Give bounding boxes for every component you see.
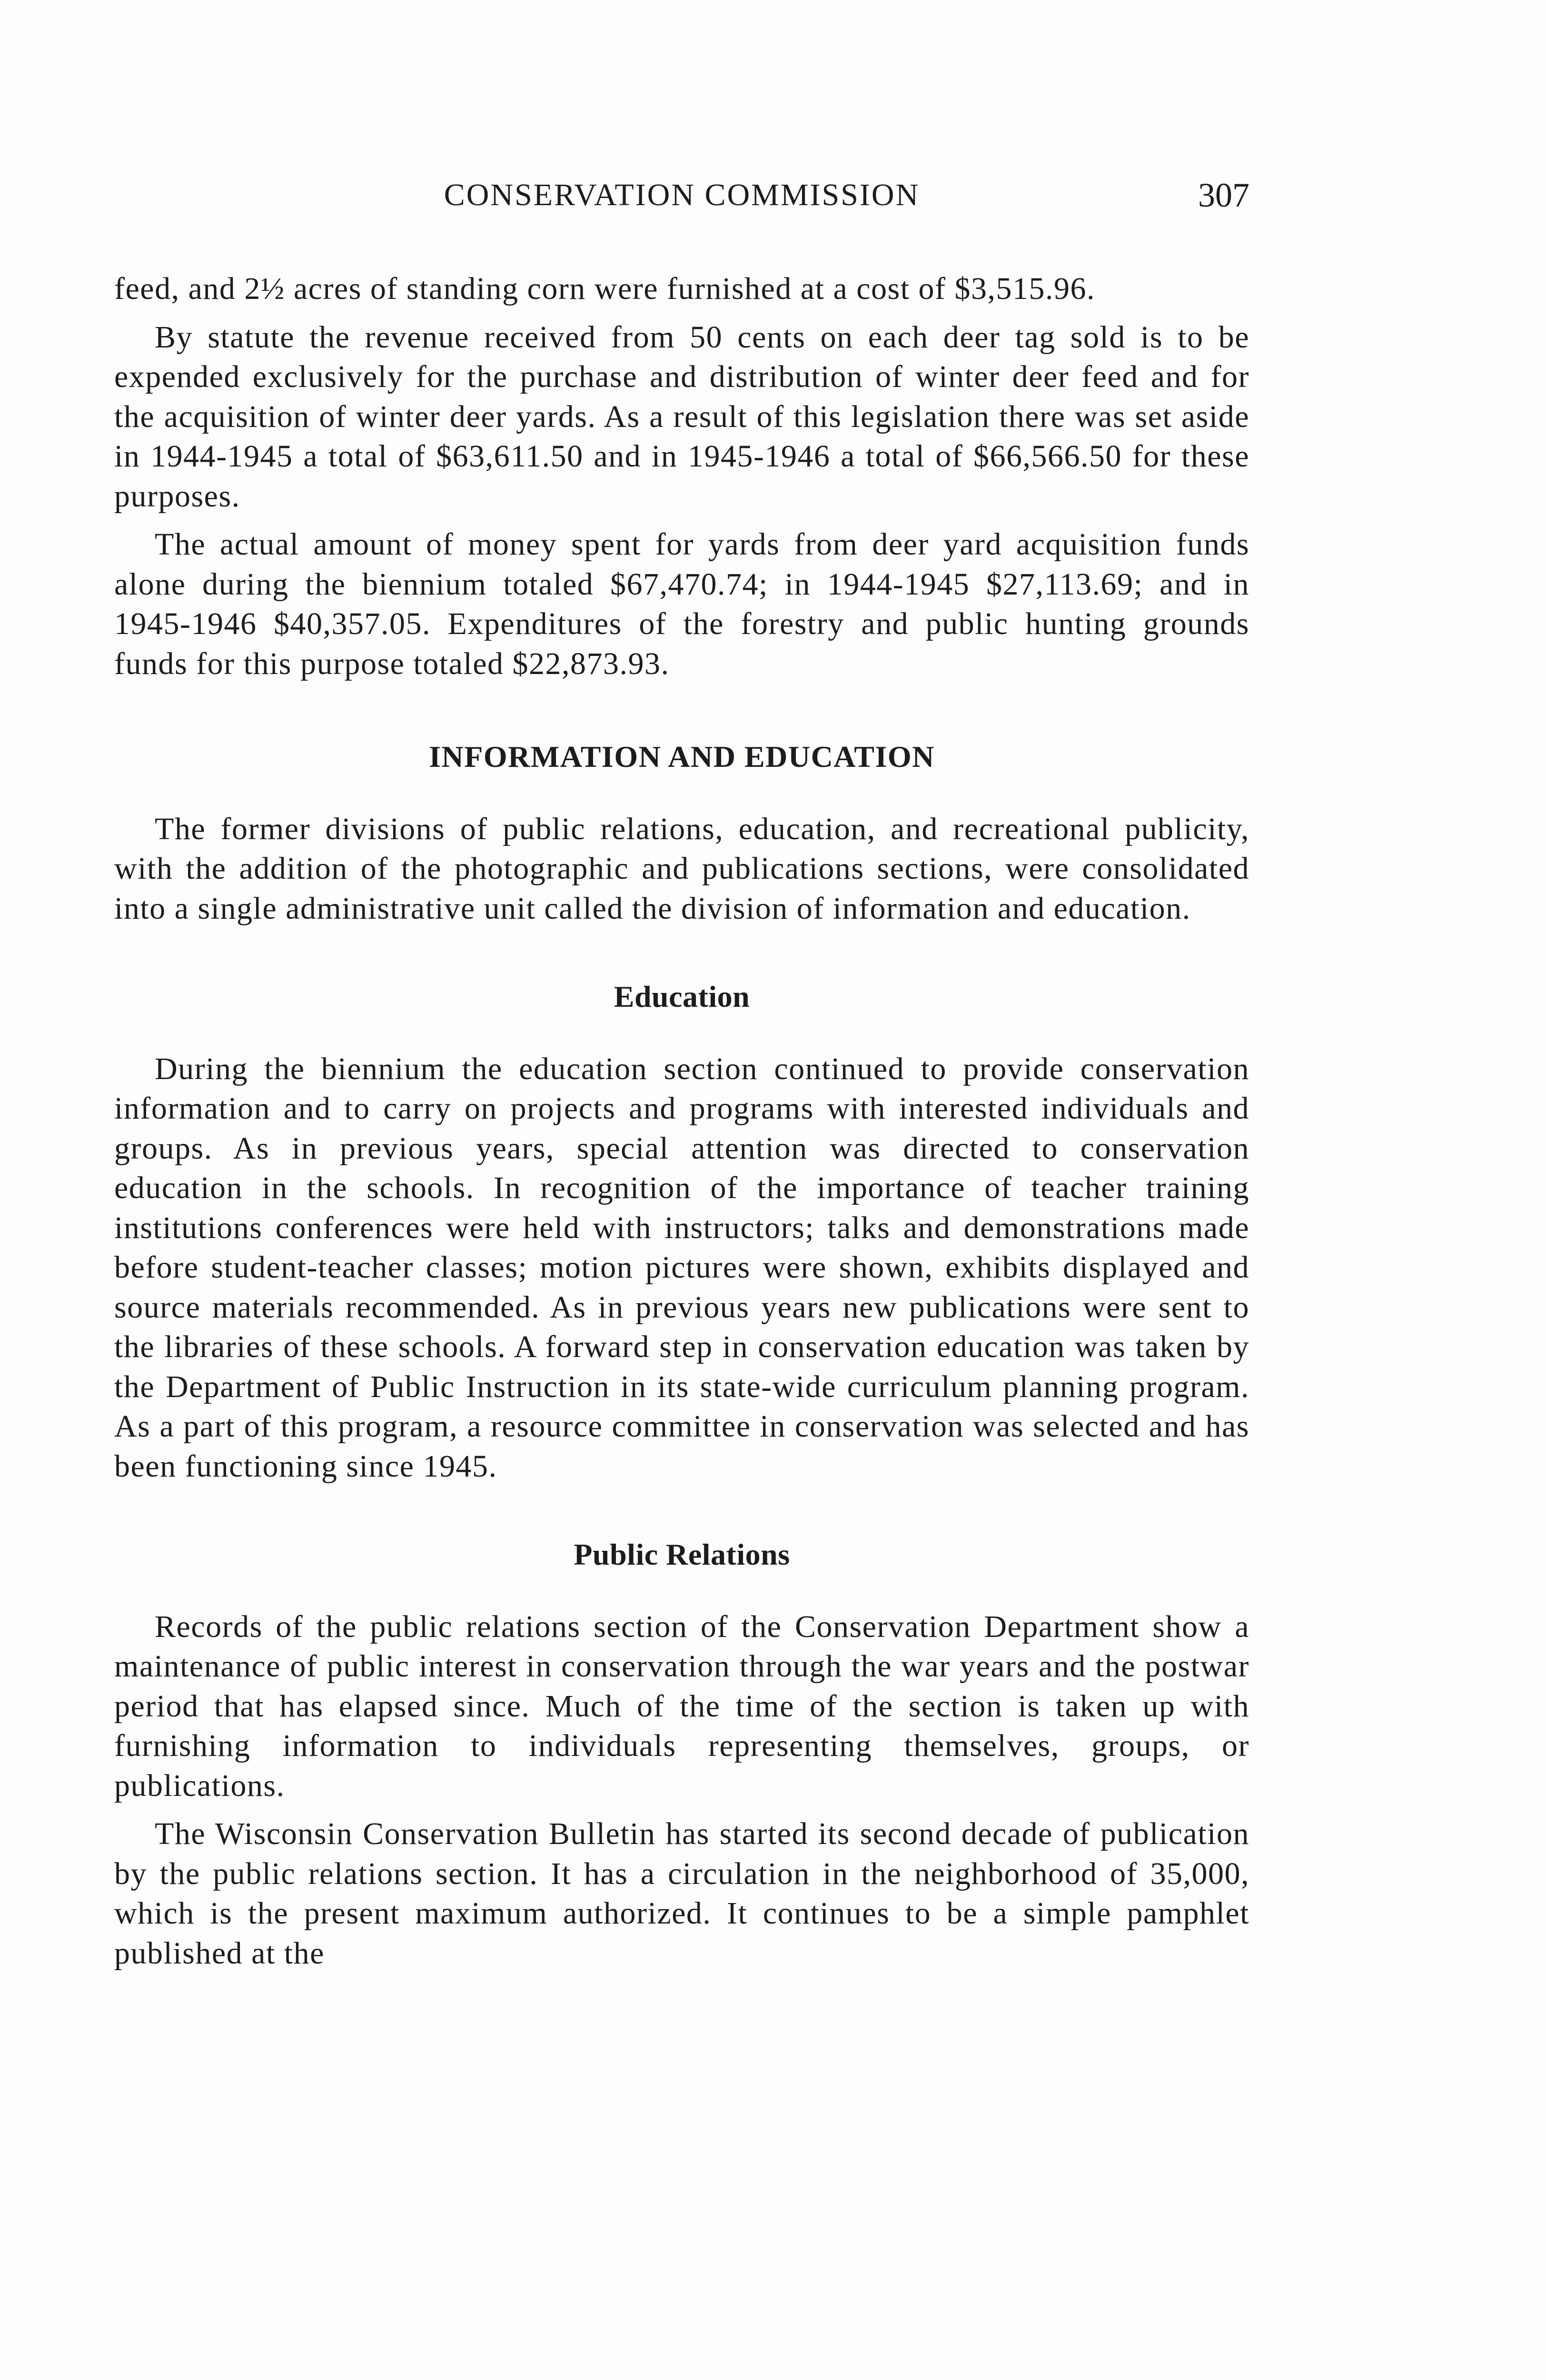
paragraph-deer-yard-expenditures: The actual amount of money spent for yards from deer yard acquisition funds alone during the biennium totaled $67,470.74; in 1944-1945 $27,113.69; and in 1945-1946 $40,357.05. Expenditures of the forestry and public hunting grounds funds for this purpose totaled $22,873.93. (114, 527, 1249, 681)
subsection-heading-education: Education (614, 980, 750, 1013)
paragraph-division-consolidation: The former divisions of public relations, education, and recreational publicity, with the addition of the photographic and publications sections, were consolidated into a single administrative unit called the division of information and education. (114, 811, 1249, 926)
section-heading-information-and-education: INFORMATION AND EDUCATION (429, 740, 935, 774)
spacer (114, 1017, 1249, 1049)
paragraph-education-section: During the biennium the education section continued to provide conservation information and to carry on projects and programs with interested individuals and groups. As in previous years, special attention was directed to conservation education in the schools. In recognition of the importance of teacher training institutions conferences were held with instructors; talks and demonstrations made before student-teacher classes; motion pictures were shown, exhibits displayed and source materials recommended. As in previous years new publications were sent to the libraries of these schools. A forward step in conservation education was taken by the Department of Public Instruction in its state-wide curriculum planning program. As a part of this program, a resource committee in conservation was selected and has been functioning since 1945. (114, 1051, 1249, 1484)
paragraph-public-relations-records: Records of the public relations section of the Conservation Department show a maintenance of public interest in conservation through the war years and the postwar period that has elapsed since. Much of the time of the section is taken up with furnishing information to individuals representing themselves, groups, or publications. (114, 1609, 1249, 1803)
spacer (114, 684, 1249, 737)
spacer (114, 1575, 1249, 1607)
paragraph-deer-tag-revenue: By statute the revenue received from 50 cents on each deer tag sold is to be expended exclusively for the purchase and distribution of winter deer feed and for the acquisition of winter deer yards. As a result of this legislation there was set aside in 1944-1945 a total of $63,611.50 and in 1945-1946 a total of $66,566.50 for these purposes. (114, 319, 1249, 514)
spacer (114, 777, 1249, 809)
paragraph-continued: feed, and 2½ acres of standing corn were furnished at a cost of $3,515.96. (114, 271, 1096, 306)
running-header (114, 171, 1249, 219)
body-text (114, 269, 1249, 1973)
paragraph-conservation-bulletin: The Wisconsin Conservation Bulletin has started its second decade of publication by the public relations section. It has a circulation in the neighborhood of 35,000, which is the present maximum authorized. It continues to be a simple pamphlet published at the (114, 1816, 1249, 1971)
spacer (114, 928, 1249, 977)
spacer (114, 1486, 1249, 1535)
page-number: 307 (1198, 176, 1249, 214)
running-title: CONSERVATION COMMISSION (444, 178, 920, 212)
subsection-heading-public-relations: Public Relations (574, 1537, 790, 1571)
